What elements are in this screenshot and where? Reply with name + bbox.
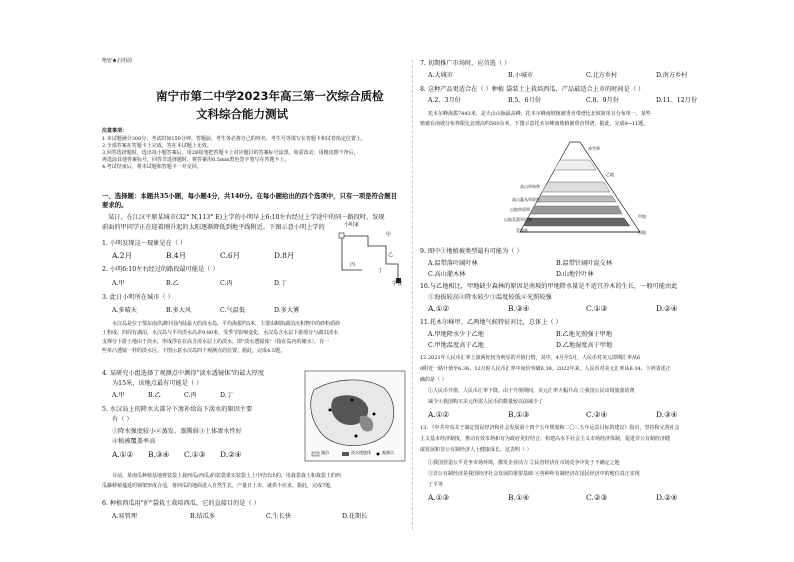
mountain-label-meadow: 高山草甸带: [520, 184, 540, 189]
q1-opt-a[interactable]: A.2月: [112, 251, 133, 260]
route-label-school: 学校: [392, 281, 403, 287]
q3-opt-d[interactable]: D.多大雾: [274, 307, 300, 314]
legend-lake: 湖泊: [321, 450, 329, 455]
q10-opt-d[interactable]: D.②④: [656, 304, 678, 313]
q9-opt-b[interactable]: B.温带针阔叶混交林: [556, 260, 613, 267]
passage1-line2: 前面的甲同学正在迎着刚升起的太阳逐渐降低到地平线附近。下图示意小明上学的: [102, 224, 325, 231]
passage2-line4: 些单凸透镜一样的淡水区，下图示意水汉岛四个观测点的位置。据此，完成4.5题。: [102, 348, 285, 354]
mountain-label-desert: 荒漠带: [516, 228, 528, 233]
mountain-label-yi: 乙地: [606, 172, 614, 177]
note-3b: 再选涂其他答案标号。回答非选择题时，将答案用0.5mm黑色签字笔写在答题卡上。: [102, 157, 290, 163]
right-column: [420, 0, 720, 562]
passage1-line1: 某日，在江汉平原某城市(32° N,113° E)上学的小明早上6:10左右经过上学途中的同一路段时，发现: [108, 214, 385, 221]
q7-opt-c[interactable]: C.北方乡村: [586, 72, 618, 79]
q12-line3: 确的是（ ）: [420, 377, 447, 383]
q13-line1: 13. 《中共中央关于制定国民经济和社会发展第十四个五年规划和二〇三五年远景目标的建议》指出，坚持和完善社会: [420, 425, 680, 431]
q10-stem-2: ①海拔较高②降水较少③温度较低④光照较强: [428, 294, 552, 301]
q5-opt-c[interactable]: C.①③: [184, 450, 206, 459]
q5-opt-a[interactable]: A.①②: [112, 450, 134, 459]
q10-stem-1: 10.与乙地相比，甲地缺少森林的原因是南坡的甲地降水量是不适宜乔木的生长，一般可能由此: [420, 283, 678, 290]
q6-stem: 6. 种植西瓜用"护"袋栽土栽培西瓜，它的直接目的是（ ）: [102, 500, 260, 507]
note-4: 4.考试结束后，将本试题和答题卡一并交回。: [102, 164, 202, 170]
q12-opt-a[interactable]: A.①②: [428, 410, 450, 419]
mountain-label-snow: 冰雪带: [588, 146, 600, 151]
q11-stem: 11.托木尔峰甲、乙两地气候特征对比，总体上（ ）: [420, 319, 562, 326]
left-column: [98, 0, 408, 562]
q7-opt-a[interactable]: A.大城市: [428, 72, 453, 79]
q2-opt-c[interactable]: C.丙: [220, 280, 233, 287]
note-1: 1.本试题满分300分，考试时间150分钟。答题前，考生务必将自己的姓名、考生号等填写在答题卡和试卷指定位置上。: [102, 136, 366, 142]
q7-opt-b[interactable]: B.小城市: [508, 72, 534, 79]
mountain-label-shrub: 高山灌丛草原带: [512, 197, 540, 202]
q8-opt-b[interactable]: B.5、6月份: [508, 97, 541, 104]
q8-opt-a[interactable]: A.2、3月份: [428, 97, 461, 104]
island-map: [304, 370, 406, 462]
section1-heading-2: 要求的。: [102, 201, 128, 209]
q8-stem: 8. 这种产品更适合在（ ）种植 袋装土上栽培西瓜，产品最适合上市的时间是（ ）: [420, 86, 645, 93]
legend-lens: 淡水透镜体: [351, 450, 371, 455]
q7-stem: 7. 初期推广市场时，应首选（ ）: [420, 60, 511, 67]
q5-sub-1: ①降水强度较小②蒸发、蒸腾弱③土体渗水性好: [112, 428, 242, 435]
q2-opt-a[interactable]: A.甲: [112, 280, 125, 287]
title-line2: 文科综合能力测试: [196, 107, 288, 121]
q9-opt-c[interactable]: C.高山灌木林: [428, 271, 466, 278]
passage2-line3: 支撑分下游土地由于淡水，形成浮在在高含淡水层上的淡水，即"淡水透镜体"（指在岛内的储水）。有一: [102, 339, 330, 345]
q9-opt-a[interactable]: A.温带落叶阔叶林: [428, 260, 478, 267]
q1-opt-b[interactable]: B.4月: [166, 251, 187, 260]
q6-opt-d[interactable]: D.花期长: [342, 513, 368, 520]
q6-opt-c[interactable]: C.生长快: [266, 513, 292, 520]
q2-opt-d[interactable]: D.丁: [274, 280, 287, 287]
q1-stem: 1. 小明发现这一现象是在（ ）: [102, 240, 187, 247]
q11-opt-c[interactable]: C.甲地温度高于乙地: [428, 342, 484, 349]
q13-opt-b[interactable]: B.①④: [508, 493, 530, 502]
q10-opt-c[interactable]: C.①③: [586, 304, 608, 313]
secret-label: 绝密★启用前: [102, 58, 133, 64]
q5-opt-d[interactable]: D.②④: [220, 450, 242, 459]
passage2-line2: 土构成。四周有湖泊，水汉岛与平均洪水高差9.80米，受季节影响变化，水汉岛含水层下游部分与湖泊淡水: [102, 330, 339, 336]
passage3-line1: 目前，某南瓜种植基地将装袋上栽西瓜(西瓜)的装袋果实装袋土上中结出出的，用栽袋栽土和栽袋土的西: [112, 473, 341, 479]
q4-opt-d[interactable]: D.丁: [220, 392, 233, 399]
q1-opt-c[interactable]: C.6月: [220, 251, 241, 260]
q3-opt-b[interactable]: B.多大风: [166, 307, 192, 314]
q9-opt-d[interactable]: D.山地针叶林: [556, 271, 594, 278]
q12-line2: 0附近一路升值至6.36，12月时人民币汇率中间价突破6.38。2022年来，人民币对美元汇率从6.34、下列表述正: [420, 366, 671, 372]
q5-stem-1: 5. 水汉岛上的降水大部分下渗补给岛下淡水的原因主要: [102, 406, 253, 413]
q11-opt-a[interactable]: A.甲地降水少于乙地: [428, 331, 484, 338]
q10-opt-b[interactable]: B.③④: [508, 304, 530, 313]
q10-opt-a[interactable]: A.①②: [428, 304, 450, 313]
route-label-home: 小明家: [344, 222, 360, 228]
title-line1: 南宁市第二中学2023年高三第一次综合质检: [156, 89, 384, 103]
q1-opt-d[interactable]: D.8月: [274, 251, 295, 260]
passage4-line1: 托木尔峰海拔7443米，是天山山脉最高峰，托木尔峰南坡植被垂直带谱比北坡简单且分布单一，某些: [428, 111, 651, 117]
q13-sub1: ①我国营造公平竞争市场环境，激发企业活力 ②民营经济在市场竞争中处于不确定之地: [428, 460, 620, 466]
route-label-jia: 甲: [386, 232, 392, 238]
mountain-label-bing: 丙地: [638, 230, 646, 235]
q2-opt-b[interactable]: B.乙: [166, 280, 179, 287]
q7-opt-d[interactable]: D.南方乡村: [656, 72, 688, 79]
q5-opt-b[interactable]: B.③④: [148, 450, 170, 459]
q12-opt-c[interactable]: C.②④: [586, 410, 608, 419]
q13-sub3: 了平等: [428, 482, 444, 488]
passage3-line2: 瓜藤移植蔓延的钢架形成合适，将西瓜的地面进入自然生长，产量日上市，就供不应求。据此，完成7题。: [102, 483, 336, 489]
q4-stem-2: 为15米，该地点最有可能是（ ）: [112, 380, 203, 387]
route-label-yi: 乙: [388, 252, 394, 258]
q4-opt-c[interactable]: C.丙: [184, 392, 197, 399]
q4-stem-1: 4. 某研究小组选择了观测点中测得"淡水透镜体"的最大厚度: [102, 370, 265, 377]
mountain-label-steppe: 山地草原带: [510, 207, 530, 212]
section1-heading-1: 一、选择题：本题共35小题，每小题4分，共140分。在每小题给出的四个选项中，只有一项是符合题目: [102, 192, 398, 200]
q13-opt-d[interactable]: D.②④: [656, 493, 678, 502]
q13-opt-a[interactable]: A.①③: [428, 493, 450, 502]
q13-line2: 主义基本经济制度，推动有效市场和有为政府更好结合。构建高水平社会主义市场经济体制，促进非公有制经济健: [420, 436, 671, 442]
q4-opt-b[interactable]: B.乙: [148, 392, 161, 399]
mountain-label-jia: 甲地: [638, 214, 646, 219]
q12-opt-b[interactable]: B.①③: [508, 410, 530, 419]
passage2-line1: 水汉岛是位于鄂东南洪湖中国内陆最大的淡水岛，平均海拔约5米，主要由断陷湖泊沉积物中的砂粉质砂: [112, 321, 341, 327]
q12-opt-d[interactable]: D.③④: [656, 410, 678, 419]
q4-opt-a[interactable]: A.甲: [112, 392, 125, 399]
q8-opt-d[interactable]: D.11、12月份: [656, 97, 698, 104]
q11-opt-b[interactable]: B.乙地光照强于甲地: [556, 331, 613, 338]
mountain-label-desert-steppe: 山地荒漠草原带: [504, 217, 532, 222]
q12-line5: 减少④我国购买美元所需人民币的数量较以前减少了: [428, 399, 544, 405]
q11-opt-d[interactable]: D.乙地湿度高于甲地: [556, 342, 613, 349]
route-label-ding: 丁: [378, 268, 384, 274]
q3-stem: 3. 此日小明所在城市（ ）: [102, 294, 174, 301]
note-3: 3.回答选择题时，选出每小题答案后，用2B铅笔把答题卡上对应题目的答案标号涂黑。如需改动，用橡皮擦干净后，: [102, 150, 359, 156]
q13-line3: 康发展和非公有制经济人士健康成长。这表明（ ）: [420, 447, 532, 453]
q3-opt-c[interactable]: C.气温低: [220, 307, 246, 314]
route-label-bing: 丙: [350, 262, 356, 268]
q6-opt-b[interactable]: B.结瓜多: [190, 513, 216, 520]
column-divider: [412, 60, 413, 530]
q3-opt-a[interactable]: A.多晴天: [112, 307, 137, 314]
route-figure: [336, 230, 408, 288]
q13-opt-c[interactable]: C.②③: [586, 493, 608, 502]
q8-opt-c[interactable]: C.8、9月份: [586, 97, 619, 104]
note-2: 2.全部答案在答题卡上完成，答在本试题上无效。: [102, 143, 212, 149]
q5-sub-2: ④植被覆盖率高: [112, 438, 156, 445]
q12-line4: ①人民币升值，人民币汇率下降，由于升值期间，美元汇率大幅升高 ②我国公民出境旅游消费: [428, 388, 635, 394]
passage4-line2: 植被在南坡分布界限比北坡高约500余米，下图示意托木尔峰南坡植被垂直带谱，据此，完成9~11题。: [420, 121, 649, 127]
q9-stem: 9. 图中①地植被类型最有可能为（ ）: [420, 248, 523, 255]
q12-line1: 12.2021年人民币汇率上演两轮较为明显的升值行情，其中，4月至5月，人民币对美元即期汇率从6: [420, 355, 641, 361]
q5-stem-2: 有（ ）: [112, 416, 133, 423]
notes-heading: 注意事项：: [102, 128, 128, 134]
q6-opt-a[interactable]: A.易管理: [112, 513, 137, 520]
legend-point: 观测点: [382, 450, 394, 455]
q2-stem: 2. 小明6:10左右经过的路段最可能是（ ）: [102, 266, 219, 273]
q13-sub2: ③非公有制经济是我国经济社会发展的重要基础 ④各种所有制经济在国民经济中的地位真正实现: [428, 471, 640, 477]
